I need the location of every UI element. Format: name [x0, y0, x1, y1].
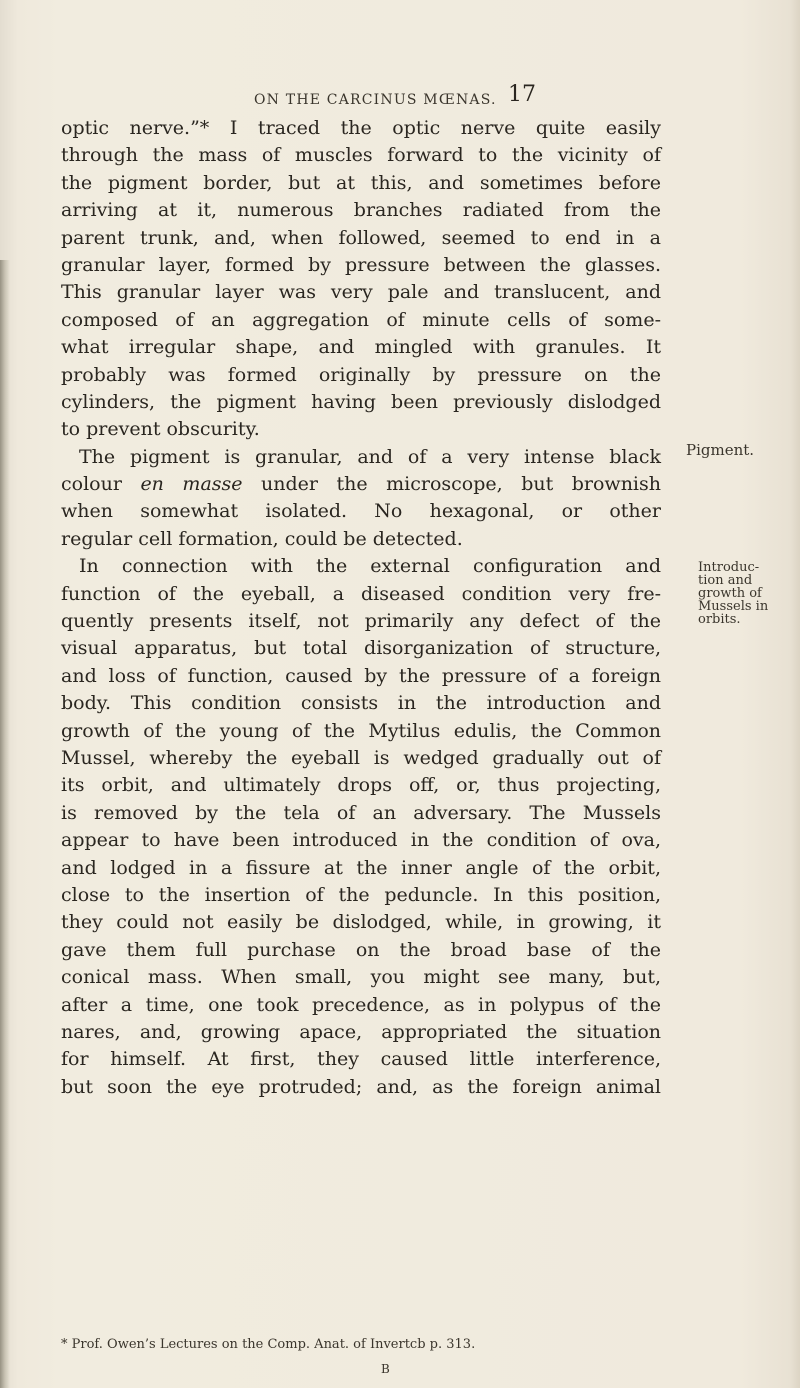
italic-en-masse: en masse [140, 473, 243, 496]
text-line: is removed by the tela of an adversary. The Mussels [61, 801, 661, 824]
footnote: * Prof. Owen’s Lectures on the Comp. Anat. of Invertcb p. 313. [61, 1337, 476, 1352]
text-line: after a time, one took precedence, as in polypus of the [61, 993, 661, 1016]
page-header [0, 82, 800, 112]
text-line: cylinders, the pigment having been previously dislodged [61, 390, 661, 413]
text-line: conical mass. When small, you might see many, but, [61, 966, 661, 989]
page-number: 17 [508, 82, 536, 107]
text-line: the pigment border, but at this, and sometimes before [61, 171, 661, 194]
text-line: when somewhat isolated. No hexagonal, or other [61, 500, 661, 523]
signature-mark: B [381, 1362, 390, 1376]
text-line: The pigment is granular, and of a very intense black [79, 445, 661, 468]
text-line: In connection with the external configuration and [79, 555, 661, 578]
text-line: arriving at it, numerous branches radiated from the [61, 199, 661, 222]
text-line: they could not easily be dislodged, while, in growing, it [61, 911, 661, 934]
italic-before: colour [61, 473, 141, 496]
margin-note-line: orbits. [698, 612, 741, 627]
text-line: optic nerve.”* I traced the optic nerve quite easily [61, 117, 661, 139]
text-line: but soon the eye protruded; and, as the foreign animal [61, 1075, 661, 1098]
text-line: its orbit, and ultimately drops off, or, thus projecting, [61, 774, 661, 797]
margin-note-line: growth of [698, 586, 762, 601]
running-head: ON THE CARCINUS MŒNAS. [254, 92, 497, 108]
body-text [61, 115, 661, 1101]
margin-note-line: Mussels in [698, 599, 769, 614]
text-line: regular cell formation, could be detected. [61, 527, 463, 550]
text-line: nares, and, growing apace, appropriated the situation [61, 1020, 661, 1043]
margin-note-pigment: Pigment. [686, 441, 755, 459]
text-line: Mussel, whereby the eyeball is wedged gradually out of [61, 746, 661, 769]
italic-after: under the microscope, but brownish [242, 473, 661, 496]
text-line-italic [61, 471, 661, 498]
binding-shadow [0, 260, 10, 1388]
text-line: granular layer, formed by pressure between the glasses. [61, 253, 661, 276]
text-line: gave them full purchase on the broad base of the [61, 938, 661, 961]
text-line: probably was formed originally by pressure on the [61, 363, 661, 386]
margin-note-introduction [698, 561, 798, 626]
margin-note-line: tion and [698, 573, 753, 588]
text-line: visual apparatus, but total disorganization of structure, [61, 637, 661, 660]
margin-note-line: Introduc- [698, 560, 760, 575]
text-line: body. This condition consists in the introduction and [61, 692, 661, 715]
text-line: appear to have been introduced in the condition of ova, [61, 829, 661, 852]
text-line: function of the eyeball, a diseased condition very fre- [61, 582, 661, 605]
text-line: and lodged in a fissure at the inner angle of the orbit, [61, 856, 661, 879]
text-line: and loss of function, caused by the pressure of a foreign [61, 664, 661, 687]
text-line: for himself. At first, they caused little interference, [61, 1048, 661, 1071]
text-line: growth of the young of the Mytilus edulis, the Common [61, 719, 661, 742]
text-line: to prevent obscurity. [61, 418, 260, 441]
text-line: parent trunk, and, when followed, seemed to end in a [61, 226, 661, 249]
text-line: This granular layer was very pale and translucent, and [61, 281, 661, 304]
text-line: through the mass of muscles forward to the vicinity of [61, 144, 661, 167]
text-line: close to the insertion of the peduncle. In this position, [61, 883, 661, 906]
text-line: composed of an aggregation of minute cells of some- [61, 308, 661, 331]
text-line: quently presents itself, not primarily any defect of the [61, 610, 661, 633]
text-line: what irregular shape, and mingled with granules. It [61, 336, 661, 359]
